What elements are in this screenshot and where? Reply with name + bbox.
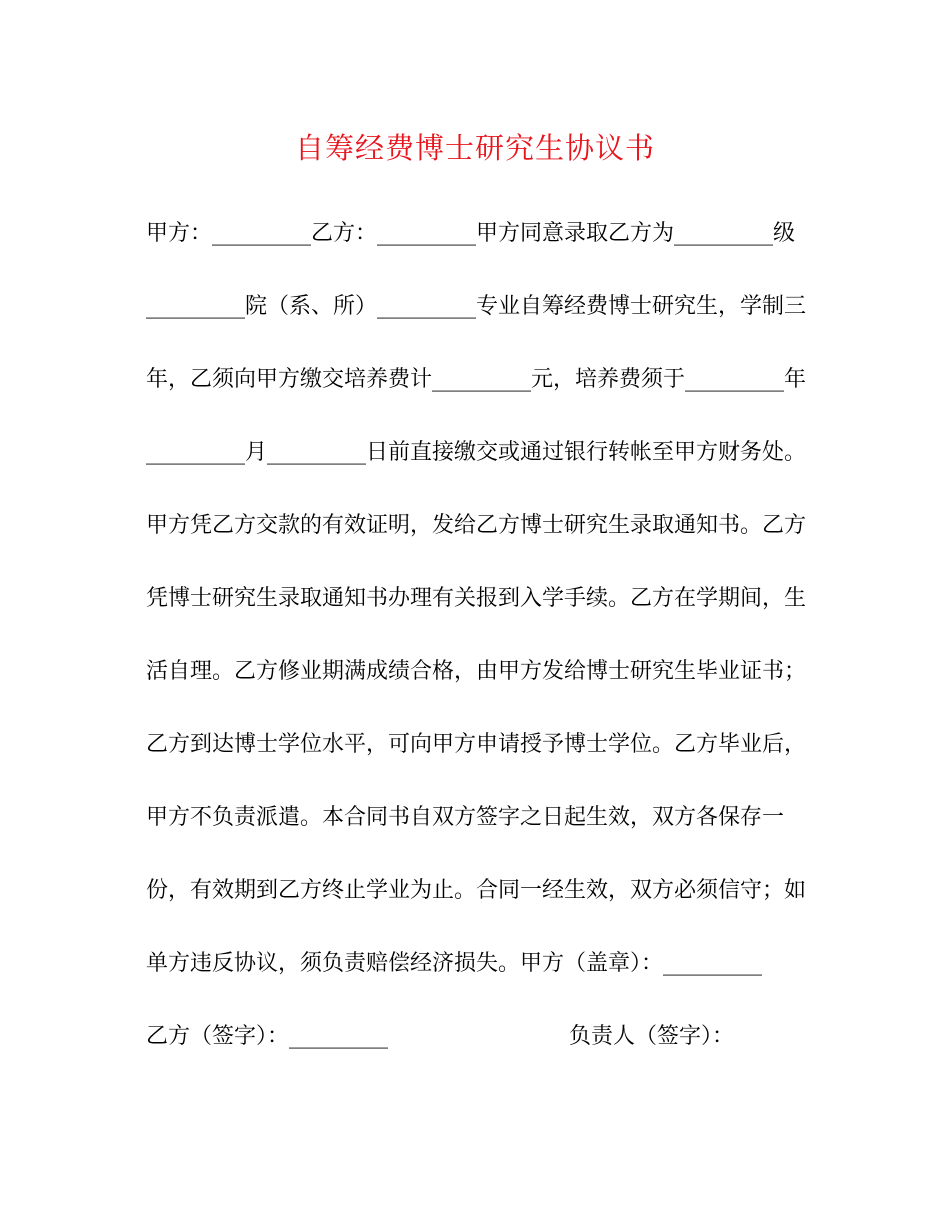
paragraph-line-8: 乙方到达博士学位水平，可向甲方申请授予博士学位。乙方毕业后，	[146, 732, 807, 757]
document-title: 自筹经费博士研究生协议书	[294, 131, 655, 165]
paragraph-line-5: 甲方凭乙方交款的有效证明，发给乙方博士研究生录取通知书。乙方	[146, 513, 807, 538]
paragraph-line-1: 甲方：_________乙方：_________甲方同意录取乙方为_________级	[146, 221, 796, 246]
paragraph-line-4: _________月_________日前直接缴交或通过银行转帐至甲方财务处。	[146, 440, 807, 465]
paragraph-line-10: 份，有效期到乙方终止学业为止。合同一经生效，双方必须信守；如	[146, 878, 807, 903]
paragraph-line-9: 甲方不负责派遣。本合同书自双方签字之日起生效，双方各保存一	[146, 805, 785, 830]
paragraph-line-3: 年，乙须向甲方缴交培养费计_________元，培养费须于_________年	[146, 367, 807, 392]
paragraph-line-11: 单方违反协议，须负责赔偿经济损失。甲方（盖章）：_________	[146, 951, 763, 976]
paragraph-line-7: 活自理。乙方修业期满成绩合格，由甲方发给博士研究生毕业证书；	[146, 659, 807, 684]
paragraph-line-6: 凭博士研究生录取通知书办理有关报到入学手续。乙方在学期间，生	[146, 586, 807, 611]
paragraph-line-2: _________院（系、所）_________专业自筹经费博士研究生，学制三	[146, 294, 807, 319]
responsible-person-signature: 负责人（签字）：	[569, 1024, 735, 1049]
party-b-signature: 乙方（签字）：_________	[146, 1024, 389, 1049]
